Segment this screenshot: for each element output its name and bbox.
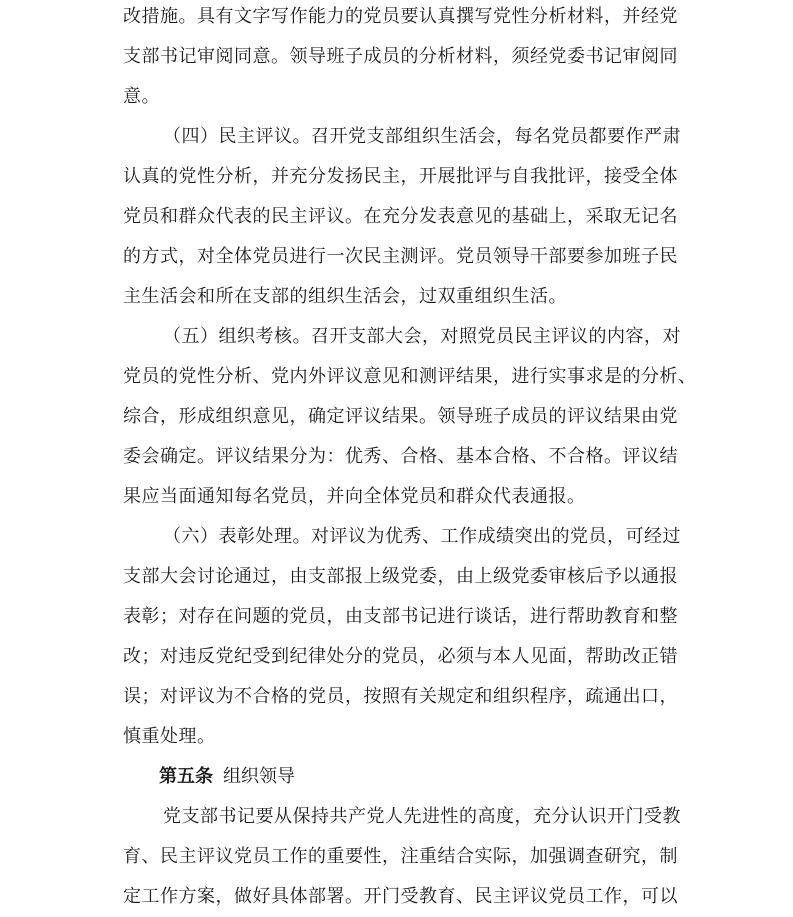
text-line: 慎重处理。 — [123, 726, 216, 747]
text-line: 综合，形成组织意见，确定评议结果。领导班子成员的评议结果由党 — [123, 406, 678, 427]
text-line: 认真的党性分析，并充分发扬民主，开展批评与自我批评，接受全体 — [123, 166, 678, 187]
text-line: 改措施。具有文字写作能力的党员要认真撰写党性分析材料，并经党 — [123, 6, 678, 27]
article-number: 第五条 — [159, 766, 213, 787]
text-line: 支部书记审阅同意。领导班子成员的分析材料，须经党委书记审阅同 — [123, 46, 678, 67]
text-line: 委会确定。评议结果分为：优秀、合格、基本合格、不合格。评议结 — [123, 446, 678, 467]
paragraph-five-first-line: （五）组织考核。召开支部大会，对照党员民主评议的内容，对 — [163, 326, 681, 347]
article-heading — [159, 757, 295, 797]
text-line: 改；对违反党纪受到纪律处分的党员，必须与本人见面，帮助改正错 — [123, 646, 678, 667]
paragraph-leadership-first-line: 党支部书记要从保持共产党人先进性的高度，充分认识开门受教 — [163, 806, 681, 827]
text-line: 果应当面通知每名党员，并向全体党员和群众代表通报。 — [123, 486, 586, 507]
text-line: 党员的党性分析、党内外评议意见和测评结果，进行实事求是的分析、 — [123, 366, 697, 387]
text-line: 育、民主评议党员工作的重要性，注重结合实际，加强调查研究，制 — [123, 846, 678, 867]
text-line: 主生活会和所在支部的组织生活会，过双重组织生活。 — [123, 286, 567, 307]
text-line: 误；对评议为不合格的党员，按照有关规定和组织程序，疏通出口， — [123, 686, 678, 707]
text-line: 的方式，对全体党员进行一次民主测评。党员领导干部要参加班子民 — [123, 246, 678, 267]
text-line: 支部大会讨论通过，由支部报上级党委，由上级党委审核后予以通报 — [123, 566, 678, 587]
text-line: 定工作方案，做好具体部署。开门受教育、民主评议党员工作，可以 — [123, 886, 678, 907]
paragraph-six-first-line: （六）表彰处理。对评议为优秀、工作成绩突出的党员，可经过 — [163, 526, 681, 547]
text-line: 表彰；对存在问题的党员，由支部书记进行谈话，进行帮助教育和整 — [123, 606, 678, 627]
article-title: 组织领导 — [223, 766, 295, 787]
paragraph-four-first-line: （四）民主评议。召开党支部组织生活会，每名党员都要作严肃 — [163, 126, 681, 147]
text-line: 党员和群众代表的民主评议。在充分发表意见的基础上，采取无记名 — [123, 206, 678, 227]
text-line: 意。 — [123, 86, 160, 107]
